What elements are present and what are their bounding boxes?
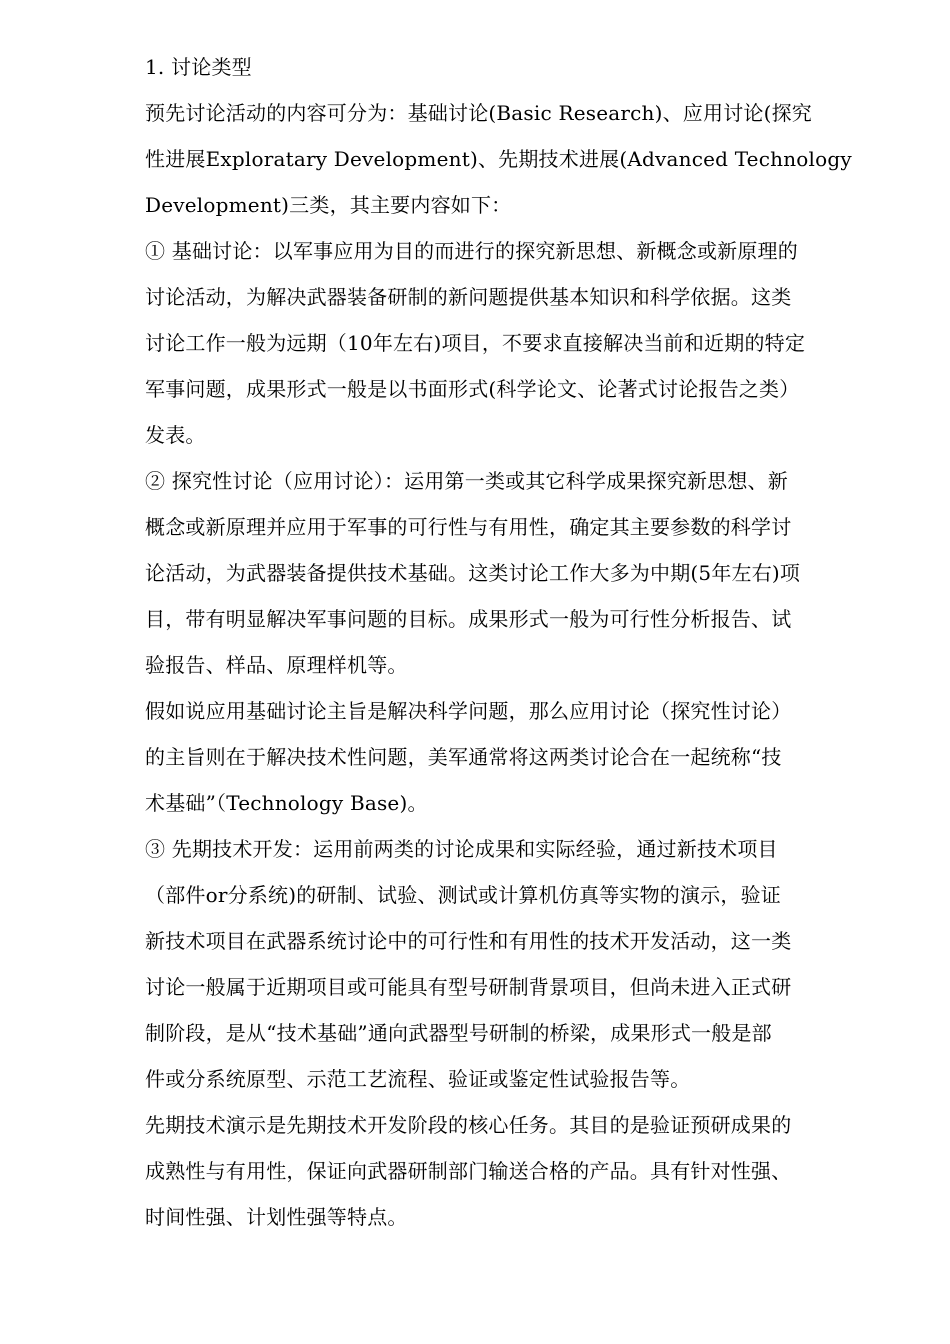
text-line: 性进展Exploratary Development)、先期技术进展(Advanced Technology — [145, 147, 852, 171]
text-line: 预先讨论活动的内容可分为：基础讨论(Basic Research)、应用讨论(探究 — [145, 101, 813, 125]
paragraph-exploratory-research — [145, 458, 885, 688]
text-line: 目，带有明显解决军事问题的目标。成果形式一般为可行性分析报告、试 — [145, 607, 792, 631]
text-line: 假如说应用基础讨论主旨是解决科学问题，那么应用讨论（探究性讨论） — [145, 699, 792, 723]
text-line: 论活动，为武器装备提供技术基础。这类讨论工作大多为中期(5年左右)项 — [145, 561, 801, 585]
text-line: 新技术项目在武器系统讨论中的可行性和有用性的技术开发活动，这一类 — [145, 929, 792, 953]
text-line: 件或分系统原型、示范工艺流程、验证或鉴定性试验报告等。 — [145, 1067, 691, 1091]
text-line: 讨论活动，为解决武器装备研制的新问题提供基本知识和科学依据。这类 — [145, 285, 792, 309]
text-line: 概念或新原理并应用于军事的可行性与有用性，确定其主要参数的科学讨 — [145, 515, 792, 539]
text-line: ① 基础讨论：以军事应用为目的而进行的探究新思想、新概念或新原理的 — [145, 239, 798, 263]
text-line: 军事问题，成果形式一般是以书面形式(科学论文、论著式讨论报告之类） — [145, 377, 800, 401]
text-line: 先期技术演示是先期技术开发阶段的核心任务。其目的是验证预研成果的 — [145, 1113, 792, 1137]
text-line: ② 探究性讨论（应用讨论）：运用第一类或其它科学成果探究新思想、新 — [145, 469, 788, 493]
text-line: 制阶段，是从“技术基础”通向武器型号研制的桥梁，成果形式一般是部 — [145, 1021, 772, 1045]
paragraph-technology-base — [145, 688, 885, 826]
paragraph-advanced-development — [145, 826, 885, 1102]
paragraph-intro — [145, 90, 885, 228]
paragraph-demonstration — [145, 1102, 885, 1240]
text-line: 术基础”（Technology Base)。 — [145, 791, 428, 815]
text-line: ③ 先期技术开发：运用前两类的讨论成果和实际经验，通过新技术项目 — [145, 837, 778, 861]
text-line: 时间性强、计划性强等特点。 — [145, 1205, 408, 1229]
section-heading: 1. 讨论类型 — [145, 55, 252, 79]
text-line: Development)三类，其主要内容如下： — [145, 193, 512, 217]
text-line: 讨论一般属于近期项目或可能具有型号研制背景项目，但尚未进入正式研 — [145, 975, 792, 999]
text-line: 的主旨则在于解决技术性问题，美军通常将这两类讨论合在一起统称“技 — [145, 745, 782, 769]
document-body — [145, 44, 885, 1240]
text-line: 验报告、样品、原理样机等。 — [145, 653, 408, 677]
text-line: （部件or分系统)的研制、试验、测试或计算机仿真等实物的演示，验证 — [145, 883, 782, 907]
paragraph-basic-research — [145, 228, 885, 458]
text-line: 成熟性与有用性，保证向武器研制部门输送合格的产品。具有针对性强、 — [145, 1159, 792, 1183]
text-line: 发表。 — [145, 423, 206, 447]
text-line: 讨论工作一般为远期（10年左右)项目，不要求直接解决当前和近期的特定 — [145, 331, 806, 355]
